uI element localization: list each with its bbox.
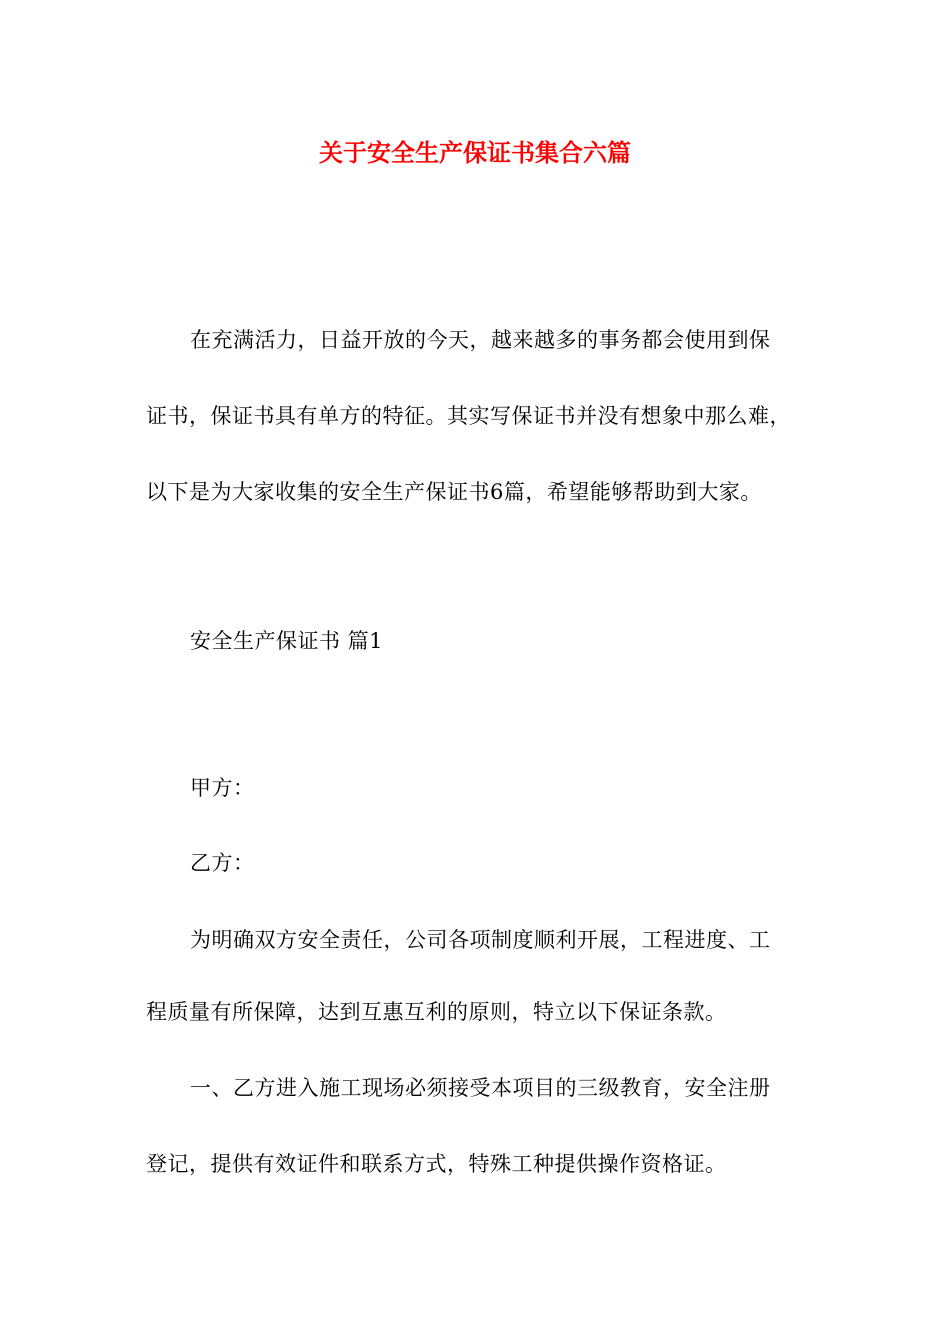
section-heading: 安全生产保证书 篇1 [190,629,384,653]
intro-line-1: 在充满活力，日益开放的今天，越来越多的事务都会使用到保 [190,328,771,352]
intro-line-3: 以下是为大家收集的安全生产保证书6篇，希望能够帮助到大家。 [146,480,762,504]
document-title: 关于安全生产保证书集合六篇 [319,138,631,167]
intro-line-2: 证书，保证书具有单方的特征。其实写保证书并没有想象中那么难， [146,404,791,428]
paragraph-1-line-1: 为明确双方安全责任，公司各项制度顺利开展，工程进度、工 [190,928,771,952]
paragraph-1-line-2: 程质量有所保障，达到互惠互利的原则，特立以下保证条款。 [146,1000,727,1024]
paragraph-2-line-2: 登记，提供有效证件和联系方式，特殊工种提供操作资格证。 [146,1152,727,1176]
party-a-label: 甲方： [190,776,255,800]
party-b-label: 乙方： [190,851,255,875]
paragraph-2-line-1: 一、乙方进入施工现场必须接受本项目的三级教育，安全注册 [190,1076,771,1100]
